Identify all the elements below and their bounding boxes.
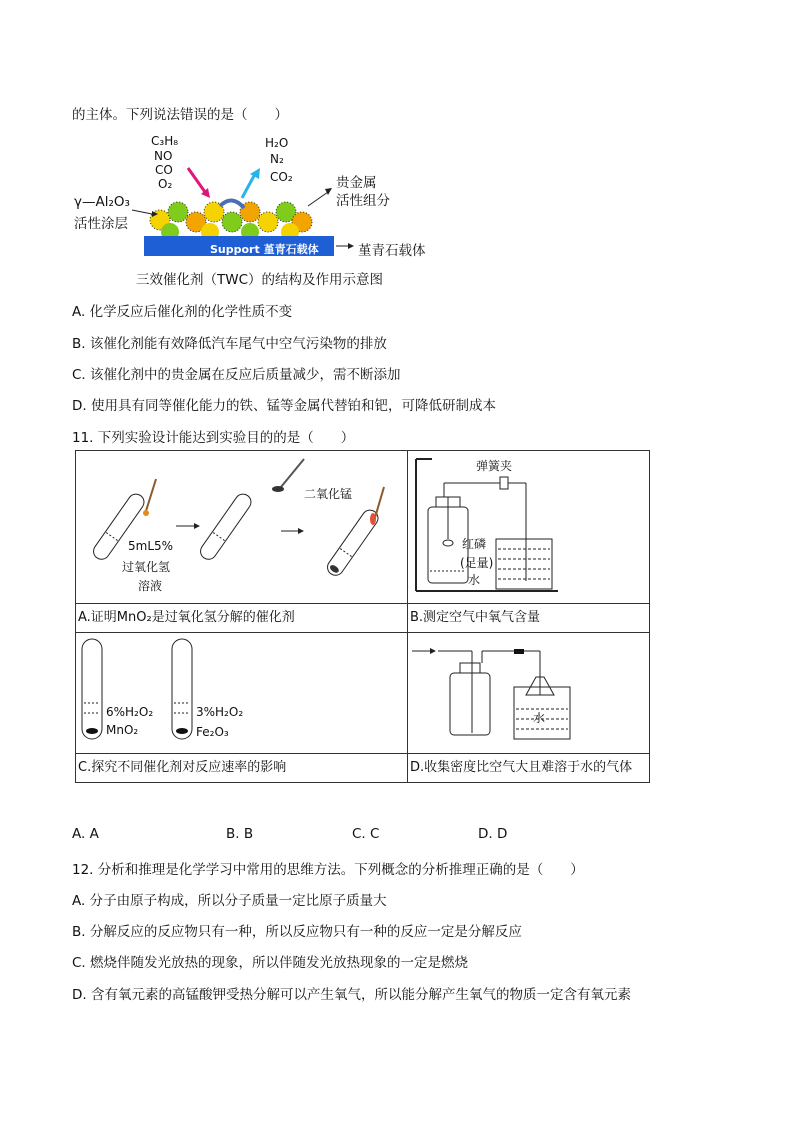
figure-caption: 三效催化剂（TWC）的结构及作用示意图 (136, 272, 384, 288)
label-water-d: 水 (533, 711, 546, 725)
label-cordierite-support: 堇青石载体 (358, 243, 426, 259)
q12-option-a: A. 分子由原子构成，所以分子质量一定比原子质量大 (72, 893, 387, 909)
cell-d-caption (408, 754, 650, 783)
label-3-h2o2: 3%H₂O₂ (196, 705, 244, 719)
q12-stem: 12. 分析和推理是化学学习中常用的思维方法。下列概念的分析推理正确的是（ ） (72, 862, 584, 878)
support-text: Support 堇青石载体 (210, 243, 319, 256)
apparatus-b (408, 451, 651, 603)
cell-d-image (408, 633, 650, 754)
q11-stem: 11. 下列实验设计能达到实验目的的是（ ） (72, 430, 355, 446)
label-water-b: 水 (468, 573, 481, 587)
cell-c-image (76, 633, 408, 754)
q11-choice-c: C. C (352, 826, 380, 842)
label-active-component: 活性组分 (336, 193, 390, 209)
label-sufficient: (足量) (460, 556, 494, 570)
reactant-c3h8: C₃H₈ (151, 134, 179, 148)
q10-option-c: C. 该催化剂中的贵金属在反应后质量减少，需不断添加 (72, 367, 401, 383)
q12-option-d: D. 含有氧元素的高锰酸钾受热分解可以产生氧气，所以能分解产生氧气的物质一定含有氧元素 (72, 987, 631, 1003)
q12-option-c: C. 燃烧伴随发光放热的现象，所以伴随发光放热现象的一定是燃烧 (72, 955, 469, 971)
q10-option-a: A. 化学反应后催化剂的化学性质不变 (72, 304, 293, 320)
label-red-phosphorus: 红磷 (462, 537, 487, 551)
product-n2: N₂ (270, 152, 284, 166)
q11-choice-b: B. B (226, 826, 254, 842)
product-co2: CO₂ (270, 170, 293, 184)
label-fe2o3: Fe₂O₃ (196, 725, 229, 739)
reactant-co: CO (155, 163, 173, 177)
cell-a-image (76, 451, 408, 604)
twc-figure (70, 128, 450, 288)
cell-a-caption (76, 604, 408, 633)
caption-a: A.证明MnO₂是过氧化氢分解的催化剂 (78, 610, 295, 625)
caption-c: C.探究不同催化剂对反应速率的影响 (78, 760, 287, 775)
q12-option-b: B. 分解反应的反应物只有一种，所以反应物只有一种的反应一定是分解反应 (72, 924, 522, 940)
q11-choice-d: D. D (478, 826, 508, 842)
cell-b-caption (408, 604, 650, 633)
q11-choice-a: A. A (72, 826, 99, 842)
label-active-coating: 活性涂层 (74, 216, 128, 232)
q10-intro: 的主体。下列说法错误的是（ ） (72, 107, 288, 123)
apparatus-d (408, 633, 651, 753)
label-clamp: 弹簧夹 (476, 459, 513, 473)
label-mno2: 二氧化锰 (304, 487, 353, 501)
q10-option-b: B. 该催化剂能有效降低汽车尾气中空气污染物的排放 (72, 336, 387, 352)
label-solution-3: 溶液 (138, 579, 163, 593)
label-solution-1: 5mL5% (128, 539, 174, 553)
reactant-no: NO (154, 149, 173, 163)
caption-b: B.测定空气中氧气含量 (410, 610, 541, 625)
label-al2o3: γ—Al₂O₃ (74, 194, 130, 210)
label-6-h2o2: 6%H₂O₂ (106, 705, 154, 719)
q10-option-d: D. 使用具有同等催化能力的铁、锰等金属代替铂和钯，可降低研制成本 (72, 398, 496, 414)
catalyst-particles (150, 202, 312, 241)
q11-experiment-table (75, 450, 650, 783)
label-mno2-c: MnO₂ (106, 723, 139, 737)
cell-b-image (408, 451, 650, 604)
product-h2o: H₂O (265, 136, 289, 150)
label-noble-metal: 贵金属 (336, 175, 377, 191)
apparatus-a (76, 451, 407, 603)
cell-c-caption (76, 754, 408, 783)
reactant-o2: O₂ (158, 177, 173, 191)
label-solution-2: 过氧化氢 (122, 560, 171, 574)
caption-d: D.收集密度比空气大且难溶于水的气体 (410, 760, 633, 775)
